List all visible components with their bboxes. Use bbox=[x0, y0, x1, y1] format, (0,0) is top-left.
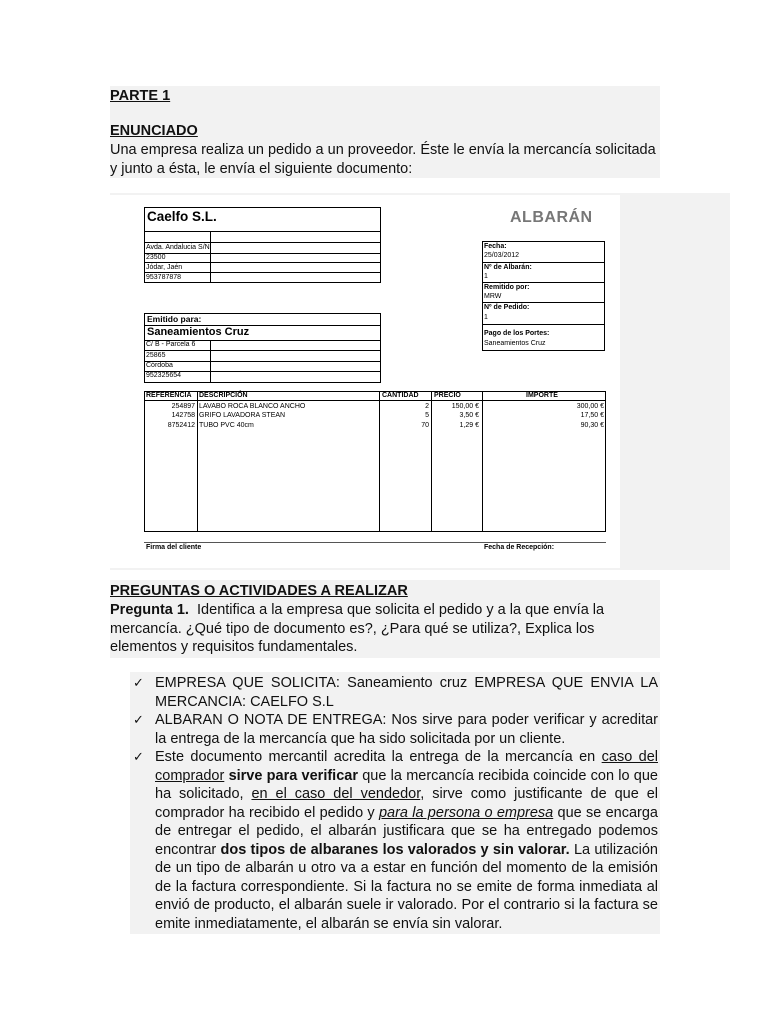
col-header-price: PRECIO bbox=[434, 392, 461, 399]
recipient-address: C/ B - Parcela 6 bbox=[146, 341, 196, 348]
col-header-qty: CANTIDAD bbox=[382, 392, 419, 399]
answer-3-part: que la mercancía recibida coincide con lo que ha solicitado, bbox=[155, 767, 658, 802]
issuer-sep bbox=[144, 242, 381, 243]
table-cell-amount: 90,30 € bbox=[580, 422, 604, 429]
answer-2-text: ALBARAN O NOTA DE ENTREGA: Nos sirve para poder verificar y acreditar la entrega de la mercancía que ha sido solicitada por un cliente. bbox=[155, 712, 658, 747]
checkmark-icon: ✓ bbox=[133, 749, 144, 764]
answer-3-underline: en el caso del vendedor bbox=[251, 786, 421, 802]
recipient-postcode: 25865 bbox=[146, 352, 166, 359]
answer-3-underline: caso del comprador bbox=[155, 749, 658, 784]
table-cell-amount: 17,50 € bbox=[580, 412, 604, 419]
info-sep bbox=[482, 324, 605, 325]
checkmark-icon: ✓ bbox=[133, 675, 144, 690]
issuer-sep bbox=[144, 253, 381, 254]
issuer-address: Avda. Andalucia S/N bbox=[146, 244, 210, 251]
recipient-city: Córdoba bbox=[146, 362, 173, 369]
table-cell-desc: GRIFO LAVADORA STEAN bbox=[199, 412, 286, 419]
issuer-name: Caelfo S.L. bbox=[147, 209, 217, 224]
info-label-date: Fecha: bbox=[484, 243, 507, 250]
question-1-text: Identifica a la empresa que solicita el pedido y a la que envía la mercancía. ¿Qué tipo de documento es?, ¿Para qué se utiliza?, Explica los elementos y requisitos fundamentales. bbox=[110, 602, 605, 655]
answer-item bbox=[133, 674, 658, 711]
info-value-remitido: MRW bbox=[484, 293, 502, 300]
info-label-pedido: Nº de Pedido: bbox=[484, 304, 530, 311]
recipient-phone: 952325654 bbox=[146, 372, 182, 379]
table-cell-qty: 2 bbox=[425, 403, 429, 410]
recipient-sep bbox=[144, 350, 381, 351]
items-col-sep bbox=[482, 391, 483, 532]
reception-label: Fecha de Recepción: bbox=[484, 544, 555, 551]
items-col-sep bbox=[197, 391, 198, 532]
albaran-document bbox=[110, 195, 620, 568]
info-label-remitido: Remitido por: bbox=[484, 284, 530, 291]
question-1-label: Pregunta 1. bbox=[110, 602, 189, 618]
info-sep bbox=[482, 302, 605, 303]
answer-3-part: La utilización de un tipo de albarán u otro va a estar en función del momento de la emisión de la factura correspondiente. Si la factura no se emite de forma inmediata al envió de producto, el albarán suele ir valorado. Por el contrario si la factura se emite inmediatamente, el albarán se envía sin valorar. bbox=[155, 841, 659, 932]
answer-3-bold: sirve para verificar bbox=[224, 767, 358, 784]
table-cell-ref: 142758 bbox=[171, 412, 195, 419]
items-col-sep bbox=[431, 391, 432, 532]
document-title: ALBARÁN bbox=[510, 209, 593, 226]
part-title: PARTE 1 bbox=[110, 88, 171, 104]
info-label-albaran: Nº de Albarán: bbox=[484, 264, 532, 271]
table-cell-amount: 300,00 € bbox=[576, 403, 604, 410]
table-cell-desc: LAVABO ROCA BLANCO ANCHO bbox=[199, 403, 306, 410]
table-cell-ref: 8752412 bbox=[167, 422, 195, 429]
answer-3-bold: dos tipos de albaranes los valorados y sin valorar. bbox=[220, 841, 570, 858]
checkmark-icon: ✓ bbox=[133, 712, 144, 727]
info-value-portes: Saneamientos Cruz bbox=[484, 340, 546, 347]
table-cell-qty: 5 bbox=[425, 412, 429, 419]
enunciado-heading: ENUNCIADO bbox=[110, 123, 198, 139]
issuer-col bbox=[210, 231, 211, 283]
info-value-pedido: 1 bbox=[484, 314, 488, 321]
table-cell-price: 1,29 € bbox=[459, 422, 479, 429]
info-label-portes: Pago de los Portes: bbox=[484, 330, 550, 337]
info-sep bbox=[482, 262, 605, 263]
col-header-ref: REFERENCIA bbox=[146, 392, 192, 399]
table-cell-qty: 70 bbox=[421, 422, 429, 429]
issuer-sep bbox=[144, 262, 381, 263]
table-cell-desc: TUBO PVC 40cm bbox=[199, 422, 254, 429]
col-header-amount: IMPORTE bbox=[526, 392, 558, 399]
preguntas-heading: PREGUNTAS O ACTIVIDADES A REALIZAR bbox=[110, 583, 408, 599]
issuer-city: Jódar, Jaén bbox=[146, 264, 183, 271]
signature-label: Firma del cliente bbox=[146, 544, 202, 551]
table-cell-ref: 254897 bbox=[171, 403, 195, 410]
issuer-sep bbox=[144, 272, 381, 273]
table-cell-price: 150,00 € bbox=[451, 403, 479, 410]
answer-item bbox=[133, 748, 658, 933]
answer-3-part: que se encarga de entregar el pedido, el albarán justificara que se ha entregado podemos encontrar bbox=[155, 804, 658, 858]
answer-3-part: , sirve como justificante de que el comprador ha recibido el pedido y bbox=[155, 786, 659, 821]
question-1 bbox=[110, 601, 660, 657]
answer-3-part: Este documento mercantil acredita la entrega de la mercancía en bbox=[155, 749, 602, 765]
info-sep bbox=[482, 282, 605, 283]
answer-3-underline: para la persona o empresa bbox=[378, 804, 554, 821]
answer-item bbox=[133, 711, 658, 748]
answers-list bbox=[133, 674, 658, 933]
issuer-sep bbox=[144, 231, 381, 232]
items-col-sep bbox=[379, 391, 380, 532]
footer-line bbox=[144, 542, 606, 543]
col-header-desc: DESCRIPCIÓN bbox=[199, 392, 248, 399]
enunciado-text: Una empresa realiza un pedido a un proveedor. Éste le envía la mercancía solicitada y junto a ésta, le envía el siguiente documento: bbox=[110, 142, 656, 177]
recipient-label: Emitido para: bbox=[147, 314, 202, 324]
recipient-name: Saneamientos Cruz bbox=[147, 326, 250, 338]
recipient-sep bbox=[144, 361, 381, 362]
info-value-albaran: 1 bbox=[484, 273, 488, 280]
table-cell-price: 3,50 € bbox=[459, 412, 479, 419]
issuer-postcode: 23500 bbox=[146, 254, 166, 261]
answer-1-text: EMPRESA QUE SOLICITA: Saneamiento cruz EMPRESA QUE ENVIA LA MERCANCIA: CAELFO S.L bbox=[155, 675, 658, 710]
info-value-date: 25/03/2012 bbox=[484, 252, 520, 259]
recipient-col bbox=[210, 340, 211, 383]
items-header-sep bbox=[144, 400, 606, 401]
issuer-phone: 953787878 bbox=[146, 274, 182, 281]
